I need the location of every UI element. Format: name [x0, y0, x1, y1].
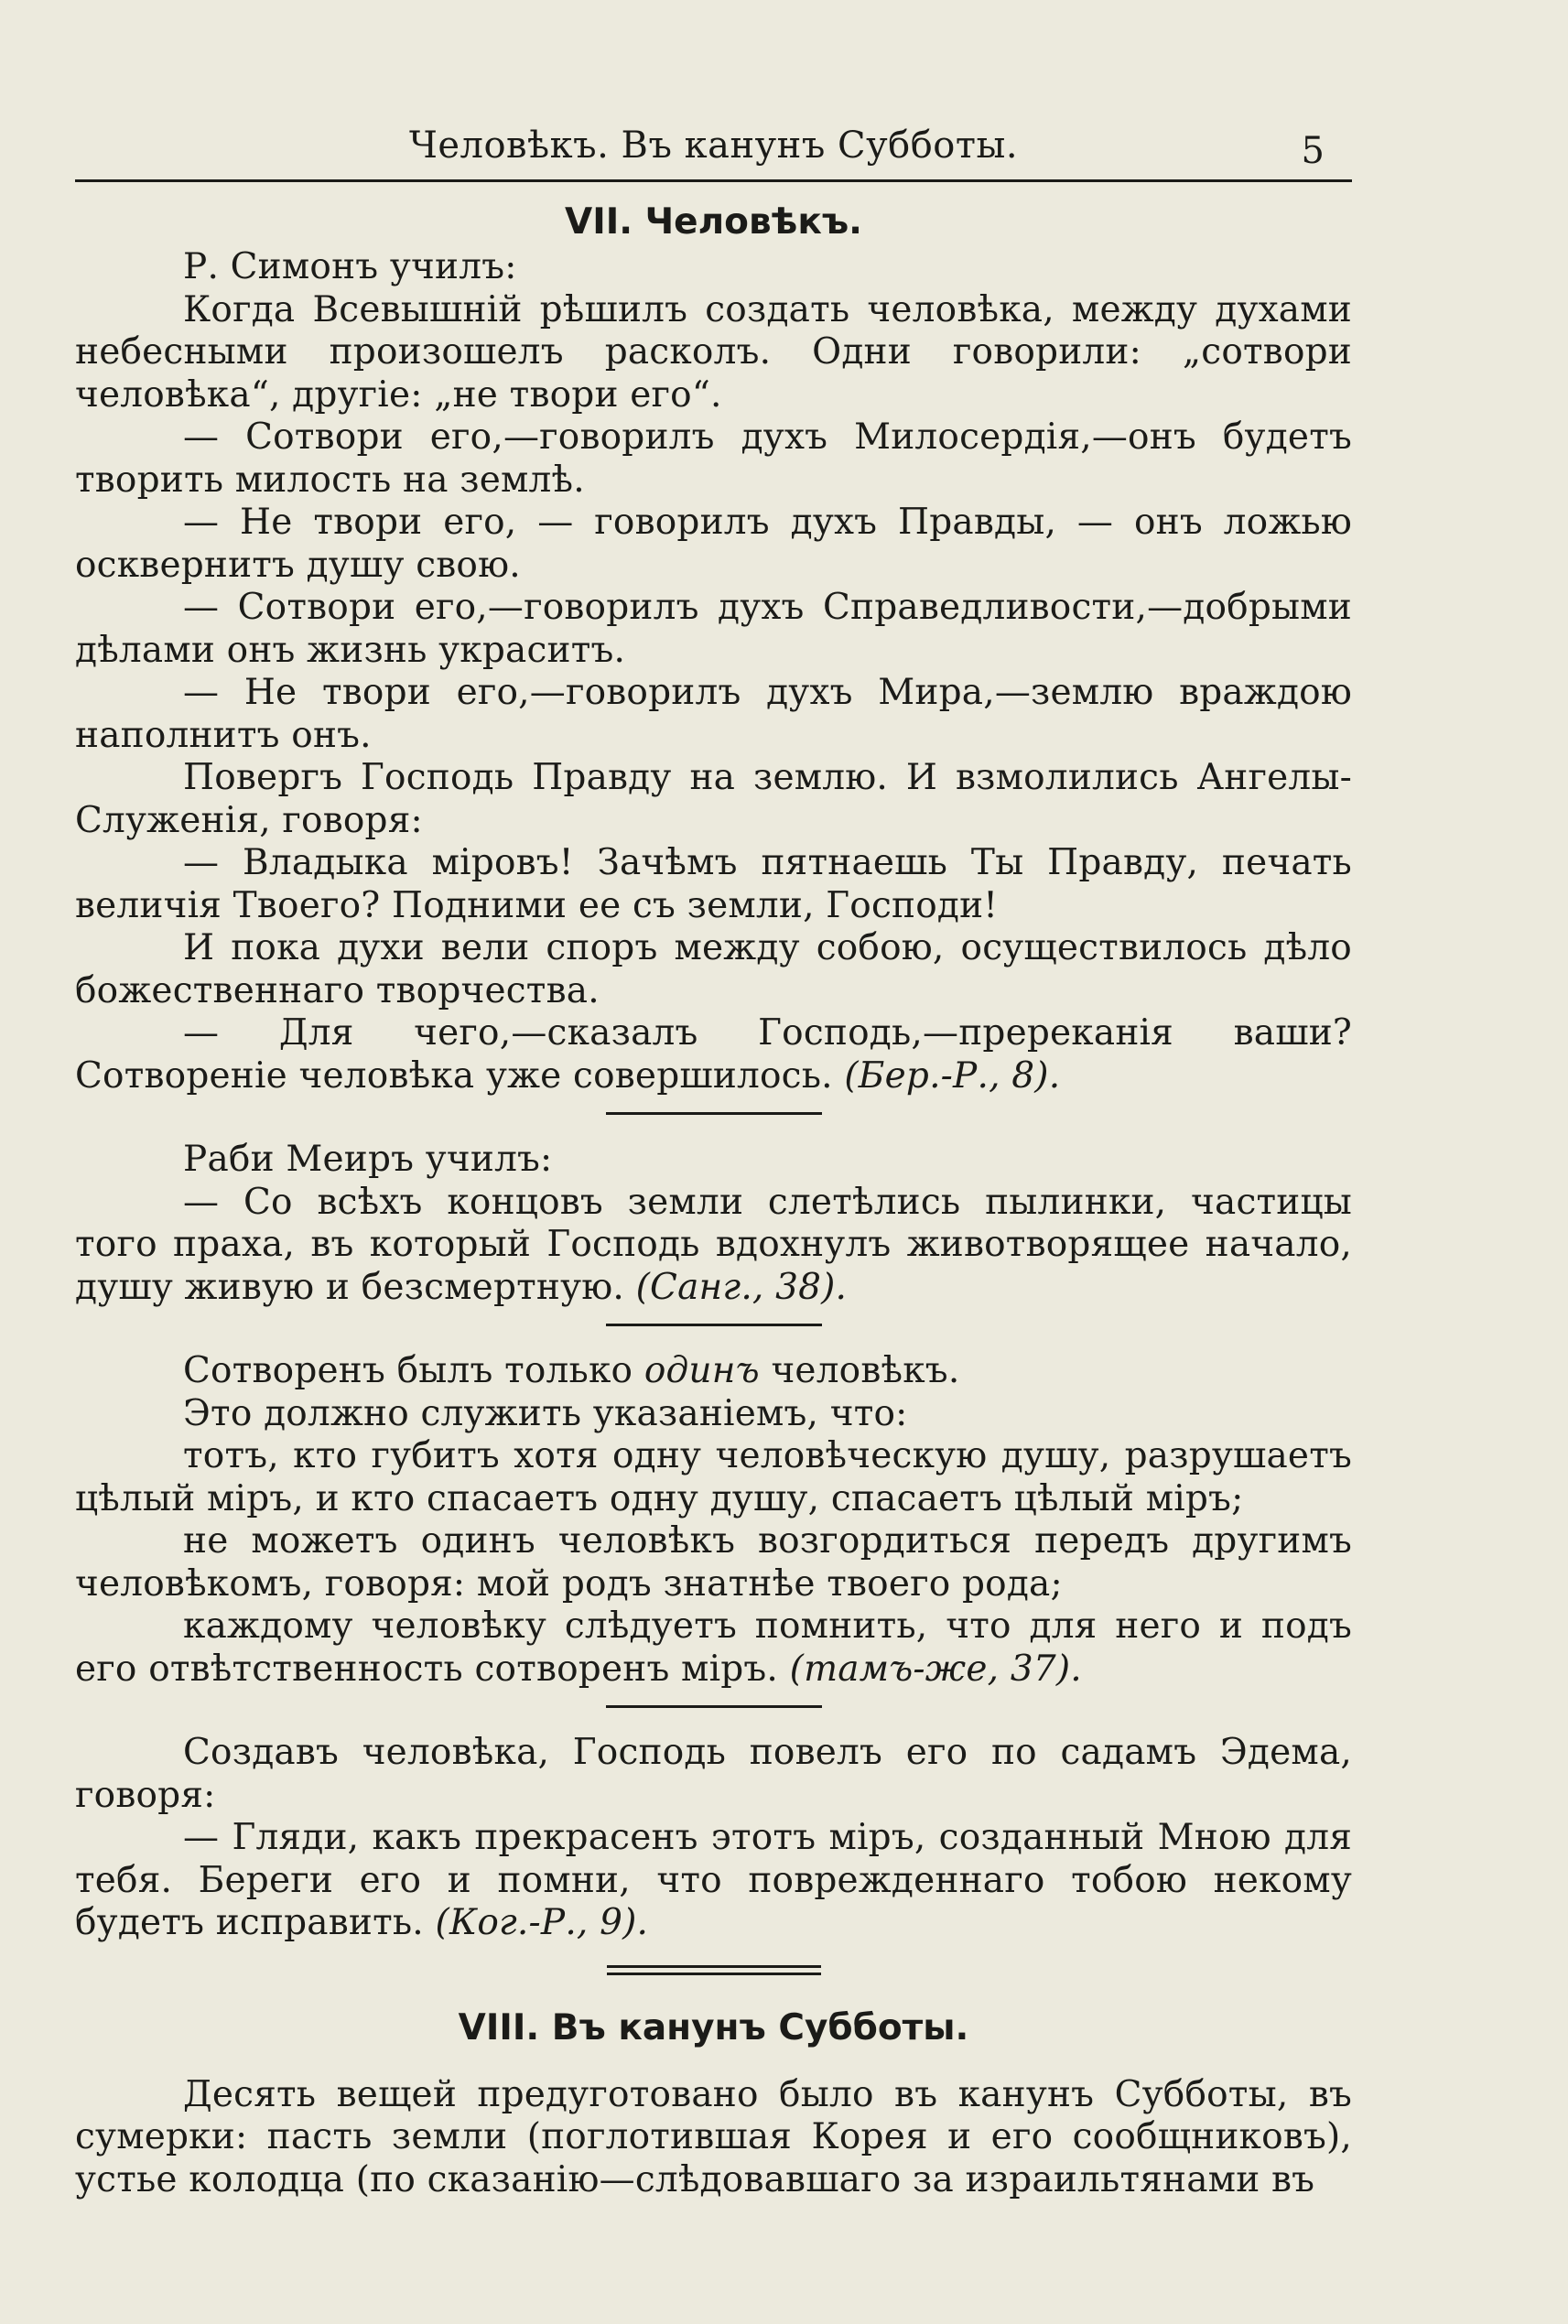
paragraph: не можетъ одинъ человѣкъ возгордиться передъ другимъ человѣкомъ, говоря: мой родъ знатнѣе твоего рода; — [75, 1520, 1352, 1605]
paragraph: Раби Меиръ училъ: — [183, 1139, 553, 1180]
paragraph: — Сотвори его,—говорилъ духъ Справедливости,—добрыми дѣлами онъ жизнь украситъ. — [75, 587, 1352, 671]
paragraph: Создавъ человѣка, Господь повелъ его по садамъ Эдема, говоря: — [75, 1732, 1352, 1816]
separator-line — [607, 1973, 821, 1975]
separator-line — [607, 1965, 821, 1968]
paragraph — [75, 1012, 1352, 1097]
separator-rule — [606, 1324, 822, 1326]
separator-rule — [606, 1705, 822, 1708]
page-number: 5 — [1301, 130, 1325, 172]
text-block-meir — [75, 1139, 1352, 1309]
source-reference: (тамъ-же, 37). — [789, 1648, 1082, 1690]
emphasized-word: одинъ — [643, 1350, 760, 1391]
paragraph-text: — Для чего,—сказалъ Господь,—пререканія ваши? Сотвореніе человѣка уже совершилось. — [75, 1012, 1352, 1097]
paragraph: Р. Симонъ училъ: — [183, 246, 517, 287]
paragraph: Повергъ Господь Правду на землю. И взмолились Ангелы-Служенія, говоря: — [75, 757, 1352, 841]
text-block-one-man — [75, 1350, 1352, 1691]
paragraph — [75, 1817, 1352, 1945]
text-block-sabbath-eve — [75, 2074, 1352, 2202]
running-header — [75, 110, 1352, 182]
paragraph: Это должно служить указаніемъ, что: — [183, 1392, 908, 1434]
paragraph: — Не твори его, — говорилъ духъ Правды, — онъ ложью осквернитъ душу свою. — [75, 502, 1352, 586]
paragraph-text: Сотворенъ былъ только — [183, 1350, 633, 1391]
double-separator-rule — [607, 1965, 821, 1975]
section-heading: VII. Человѣкъ. — [565, 201, 862, 243]
paragraph: Когда Всевышній рѣшилъ создать человѣка, между духами небесными произошелъ расколъ. Одни говорили: „сотвори человѣка“, другіе: „не твори его“. — [75, 288, 1352, 416]
text-block-simon — [75, 246, 1352, 1097]
source-reference: (Бер.-Р., 8). — [844, 1054, 1061, 1097]
source-reference: (Санг., 38). — [635, 1266, 848, 1308]
paragraph-text: человѣкъ. — [771, 1350, 960, 1391]
paragraph-text: каждому человѣку слѣдуетъ помнить, что для него и подъ его отвѣтственность сотворенъ міръ. — [75, 1605, 1352, 1690]
paragraph: тотъ, кто губитъ хотя одну человѣческую душу, разрушаетъ цѣлый міръ, и кто спасаетъ одну душу, спасаетъ цѣлый міръ; — [75, 1435, 1352, 1519]
paragraph — [75, 1605, 1352, 1691]
paragraph — [75, 1182, 1352, 1310]
text-block-eden — [75, 1732, 1352, 1945]
paragraph: — Сотвори его,—говорилъ духъ Милосердія,—онъ будетъ творить милость на землѣ. — [75, 416, 1352, 501]
separator-rule — [606, 1112, 822, 1115]
source-reference: (Ког.-Р., 9). — [435, 1902, 649, 1943]
paragraph: Десять вещей предуготовано было въ канунъ Субботы, въ сумерки: пасть земли (поглотившая Корея и его сообщниковъ), устье колодца (по сказанію—слѣдовавшаго за израильтянами въ — [75, 2073, 1352, 2200]
paragraph — [75, 1350, 1352, 1393]
paragraph-text: — Со всѣхъ концовъ земли слетѣлись пылинки, частицы того праха, въ который Господь вдохнулъ животворящее начало, душу живую и безсмертную. — [75, 1181, 1352, 1308]
paragraph-text: — Гляди, какъ прекрасенъ этотъ міръ, созданный Мною для тебя. Береги его и помни, что поврежденнаго тобою некому будетъ исправить. — [75, 1817, 1352, 1943]
running-title: Человѣкъ. Въ канунъ Субботы. — [408, 124, 1019, 167]
paragraph: — Владыка міровъ! Зачѣмъ пятнаешь Ты Правду, печать величія Твоего? Подними ее съ земли, Господи! — [75, 842, 1352, 926]
paragraph: И пока духи вели споръ между собою, осуществилось дѣло божественнаго творчества. — [75, 927, 1352, 1011]
section-heading: VIII. Въ канунъ Субботы. — [458, 2006, 969, 2048]
book-page — [75, 110, 1352, 2201]
paragraph: — Не твори его,—говорилъ духъ Мира,—землю враждою наполнитъ онъ. — [75, 672, 1352, 756]
